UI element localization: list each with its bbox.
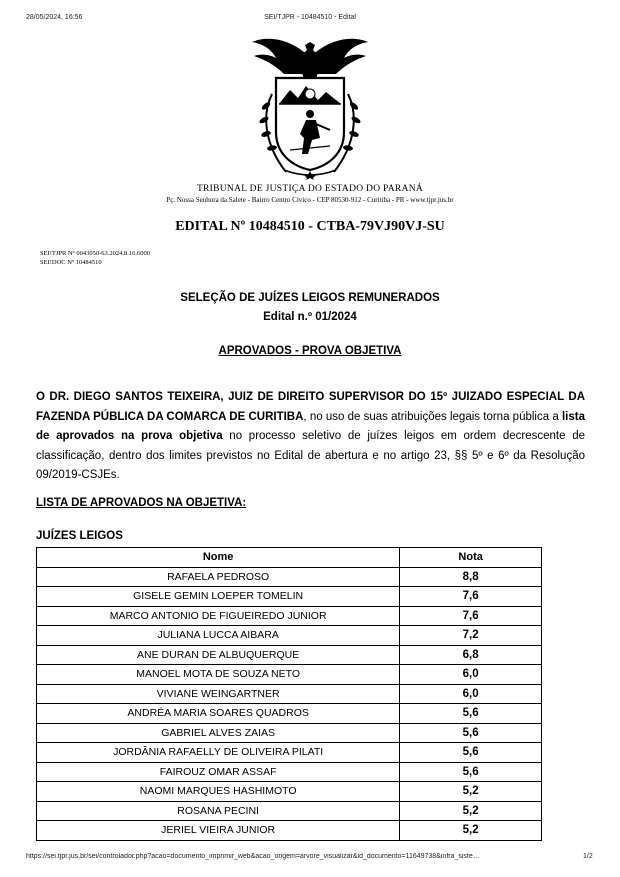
approved-list-phrase: lista de aprovados na prova objetiva: [36, 410, 585, 442]
page-number: 1/2: [583, 853, 593, 860]
candidate-name: JULIANA LUCCA AIBARA: [37, 626, 400, 646]
candidate-score: 7,2: [400, 626, 542, 646]
candidate-score: 5,6: [400, 762, 542, 782]
edital-title: EDITAL Nº 10484510 - CTBA-79VJ90VJ-SU: [175, 219, 445, 234]
announcement-paragraph: [36, 388, 585, 486]
column-header-score: Nota: [400, 548, 542, 568]
table-row: [37, 801, 542, 821]
candidate-name: NAOMI MARQUES HASHIMOTO: [37, 782, 400, 802]
candidate-name: JORDÂNIA RAFAELLY DE OLIVEIRA PILATI: [37, 743, 400, 763]
candidate-score: 5,6: [400, 723, 542, 743]
candidate-score: 5,2: [400, 821, 542, 841]
candidate-name: FAIROUZ OMAR ASSAF: [37, 762, 400, 782]
court-name: TRIBUNAL DE JUSTIÇA DO ESTADO DO PARANÁ: [196, 184, 424, 194]
candidate-name: JERIEL VIEIRA JUNIOR: [37, 821, 400, 841]
candidate-score: 5,2: [400, 782, 542, 802]
print-doc-title: SEI/TJPR - 10484510 - Edital: [264, 14, 356, 21]
candidate-score: 5,2: [400, 801, 542, 821]
table-row: [37, 743, 542, 763]
edital-number: Edital n.º 01/2024: [263, 311, 357, 323]
table-row: [37, 587, 542, 607]
approved-table: [36, 547, 542, 841]
table-row: [37, 567, 542, 587]
candidate-name: ANE DURAN DE ALBUQUERQUE: [37, 645, 400, 665]
process-number: SEI!TJPR Nº 0043050-63.2024.8.16.6000: [40, 250, 150, 257]
candidate-score: 6,0: [400, 684, 542, 704]
table-header-row: [37, 548, 542, 568]
print-datetime: 28/05/2024, 16:56: [26, 14, 83, 21]
table-row: [37, 782, 542, 802]
candidate-name: GISELE GEMIN LOEPER TOMELIN: [37, 587, 400, 607]
judge-designation: O DR. DIEGO SANTOS TEIXEIRA, JUIZ DE DIREITO SUPERVISOR DO 15º JUIZADO ESPECIAL DA FAZENDA PÚBLICA DA COMARCA DE CURITIBA: [36, 391, 585, 423]
column-header-name: Nome: [37, 548, 400, 568]
candidate-name: VIVIANE WEINGARTNER: [37, 684, 400, 704]
selection-title: SELEÇÃO DE JUÍZES LEIGOS REMUNERADOS: [180, 292, 440, 304]
candidate-score: 5,6: [400, 704, 542, 724]
paragraph-text-2: no processo seletivo de juízes leigos em ordem decrescente de classificação, dentro dos limites previstos no Edital de abertura e no artigo 23, §§ 5º e 6º da Resolução 09/2019-CSJEs.: [36, 430, 585, 481]
table-row: [37, 665, 542, 685]
table-row: [37, 626, 542, 646]
candidate-name: GABRIEL ALVES ZAIAS: [37, 723, 400, 743]
candidate-score: 6,8: [400, 645, 542, 665]
candidate-name: RAFAELA PEDROSO: [37, 567, 400, 587]
candidate-name: MANOEL MOTA DE SOUZA NETO: [37, 665, 400, 685]
candidate-score: 7,6: [400, 606, 542, 626]
print-url: https://sei.tjpr.jus.br/sei/controlador.php?acao=documento_imprimir_web&acao_origem=arvore_visualizar&id_documento=11649738&infra_siste…: [26, 853, 480, 860]
approved-heading: APROVADOS - PROVA OBJETIVA: [218, 345, 402, 357]
candidate-name: ANDRÉA MARIA SOARES QUADROS: [37, 704, 400, 724]
candidate-name: ROSANA PECINI: [37, 801, 400, 821]
paragraph-text-1: , no uso de suas atribuições legais torna pública a: [303, 410, 562, 423]
table-row: [37, 821, 542, 841]
candidate-score: 8,8: [400, 567, 542, 587]
table-row: [37, 606, 542, 626]
document-number: SEI!DOC Nº 10484510: [40, 259, 102, 266]
list-heading: LISTA DE APROVADOS NA OBJETIVA:: [36, 497, 247, 509]
candidate-score: 7,6: [400, 587, 542, 607]
candidate-score: 6,0: [400, 665, 542, 685]
table-row: [37, 762, 542, 782]
table-row: [37, 723, 542, 743]
candidate-score: 5,6: [400, 743, 542, 763]
table-row: [37, 684, 542, 704]
table-heading: JUÍZES LEIGOS: [36, 530, 123, 542]
candidate-name: MARCO ANTONIO DE FIGUEIREDO JUNIOR: [37, 606, 400, 626]
table-row: [37, 704, 542, 724]
court-address: Pç. Nossa Senhora da Salete - Bairro Centro Cívico - CEP 80530-912 - Curitiba - PR - www.tjpr.jus.br: [166, 196, 454, 204]
parana-coat-of-arms-icon: [246, 34, 374, 180]
table-row: [37, 645, 542, 665]
